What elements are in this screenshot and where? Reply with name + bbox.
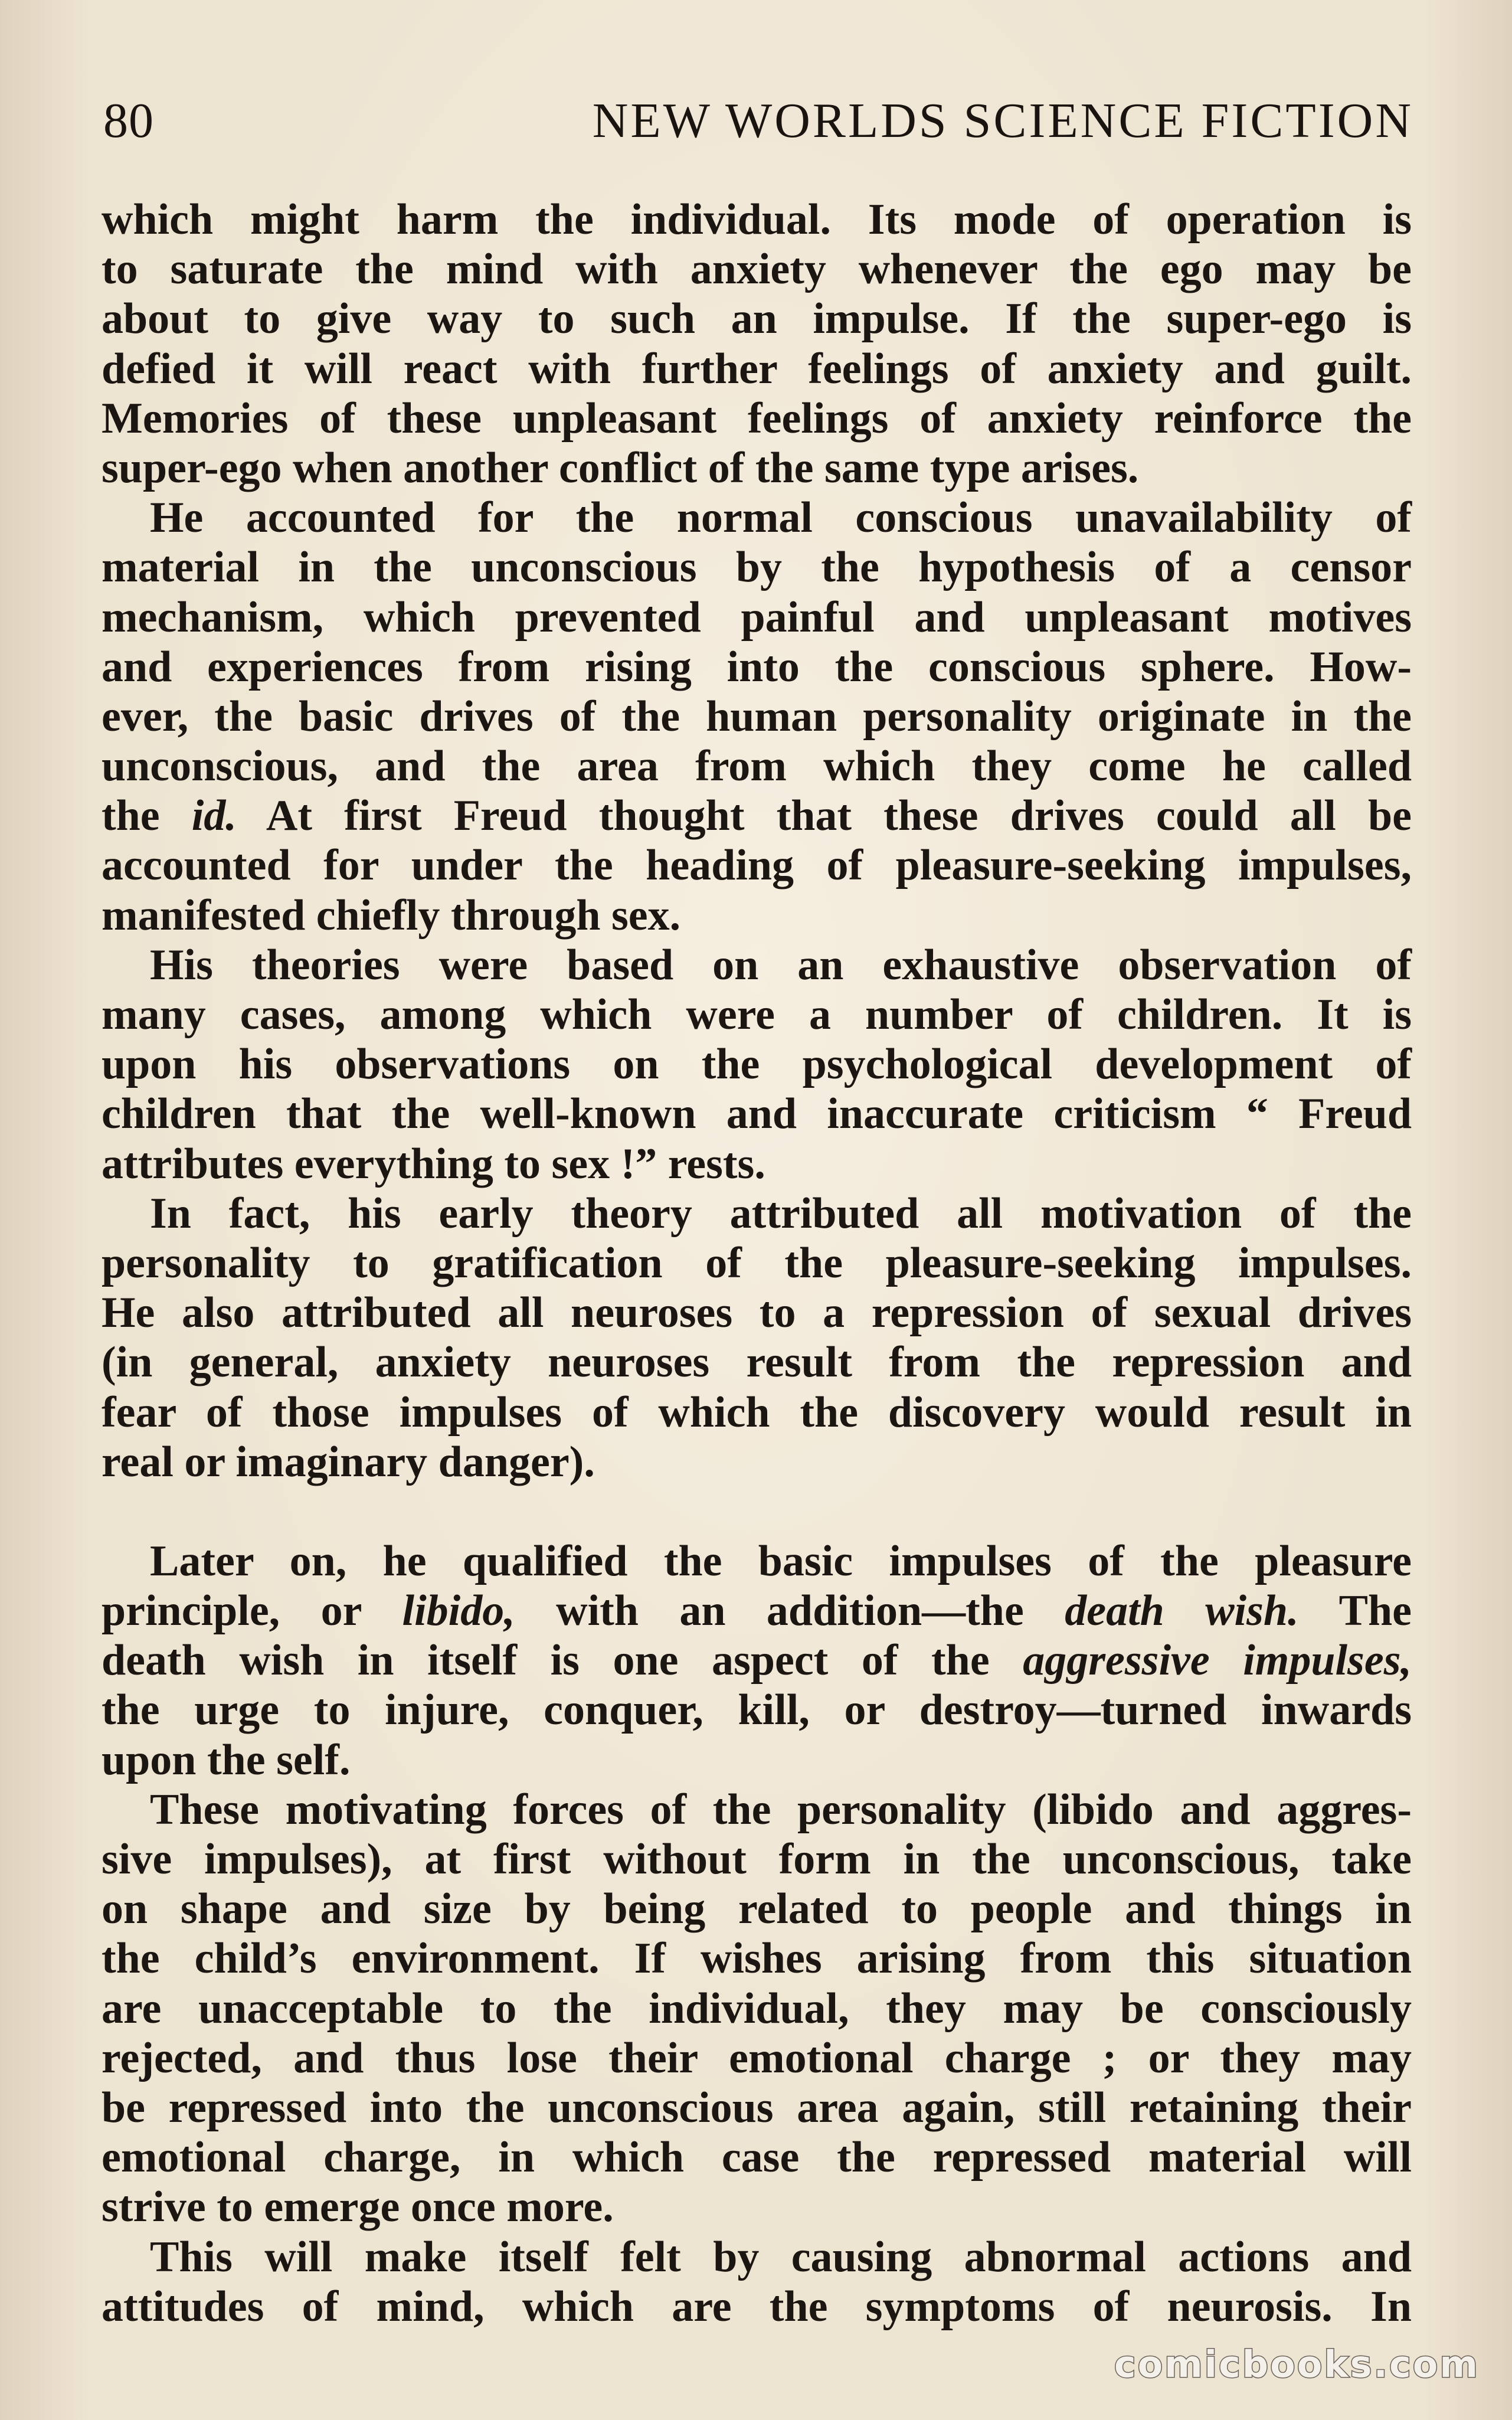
article-body bbox=[102, 195, 1412, 2331]
text-line: fear of those impulses of which the discovery would result in bbox=[102, 1388, 1412, 1437]
text-line: attributes everything to sex !” rests. bbox=[102, 1139, 765, 1188]
text-line: are unacceptable to the individual, they may be consciously bbox=[102, 1984, 1412, 2033]
text-line: These motivating forces of the personality (libido and aggres- bbox=[150, 1785, 1412, 1834]
text-line: defied it will react with further feelings of anxiety and guilt. bbox=[102, 344, 1412, 393]
text-line: He also attributed all neuroses to a repression of sexual drives bbox=[102, 1289, 1412, 1337]
text-line: unconscious, and the area from which they come he called bbox=[102, 742, 1412, 791]
italic-term: aggressive impulses, bbox=[1023, 1636, 1412, 1685]
text-run: The bbox=[1298, 1587, 1412, 1636]
text-line: (in general, anxiety neuroses result from the repression and bbox=[102, 1338, 1412, 1387]
running-head: NEW WORLDS SCIENCE FICTION bbox=[592, 93, 1413, 148]
page-header bbox=[103, 89, 1413, 153]
text-line: which might harm the individual. Its mode of operation is bbox=[102, 195, 1412, 244]
text-run: death wish in itself is one aspect of the bbox=[102, 1636, 1023, 1685]
text-line: super-ego when another conflict of the same type arises. bbox=[102, 443, 1139, 492]
text-line: rejected, and thus lose their emotional charge ; or they may bbox=[102, 2033, 1412, 2082]
text-line: to saturate the mind with anxiety whenever the ego may be bbox=[102, 245, 1412, 294]
text-line: be repressed into the unconscious area again, still retaining their bbox=[102, 2083, 1412, 2132]
text-line: ever, the basic drives of the human personality originate in the bbox=[102, 692, 1412, 741]
text-line: manifested chiefly through sex. bbox=[102, 891, 681, 940]
text-line: Later on, he qualified the basic impulses of the pleasure bbox=[150, 1536, 1412, 1585]
text-line: emotional charge, in which case the repressed material will bbox=[102, 2133, 1412, 2182]
text-line-with-italic bbox=[102, 1636, 1412, 1685]
text-line: mechanism, which prevented painful and unpleasant motives bbox=[102, 593, 1412, 642]
italic-term: libido, bbox=[402, 1587, 515, 1636]
text-line: many cases, among which were a number of children. It is bbox=[102, 990, 1412, 1039]
paragraph bbox=[102, 940, 1412, 1189]
text-line-with-italic bbox=[102, 791, 1412, 841]
paragraph bbox=[102, 1189, 1412, 1487]
text-line: sive impulses), at first without form in the unconscious, take bbox=[102, 1835, 1412, 1883]
text-line: material in the unconscious by the hypothesis of a censor bbox=[102, 543, 1412, 592]
paragraph bbox=[102, 2232, 1412, 2331]
text-line: upon his observations on the psychological development of bbox=[102, 1040, 1412, 1089]
text-line: personality to gratification of the pleasure-seeking impulses. bbox=[102, 1238, 1412, 1287]
text-line: about to give way to such an impulse. If the super-ego is bbox=[102, 295, 1412, 344]
text-line: the child’s environment. If wishes arising from this situation bbox=[102, 1934, 1412, 1983]
text-line: on shape and size by being related to people and things in bbox=[102, 1885, 1412, 1934]
page-number: 80 bbox=[103, 93, 154, 148]
text-run: with an addition—the bbox=[515, 1587, 1065, 1636]
text-line: Memories of these unpleasant feelings of anxiety reinforce the bbox=[102, 394, 1412, 443]
text-line: This will make itself felt by causing abnormal actions and bbox=[150, 2232, 1412, 2281]
text-line: His theories were based on an exhaustive observation of bbox=[150, 940, 1412, 989]
text-run: the bbox=[102, 792, 192, 841]
text-line: real or imaginary danger). bbox=[102, 1437, 595, 1486]
paragraph bbox=[102, 195, 1412, 493]
text-line: attitudes of mind, which are the symptoms of neurosis. In bbox=[102, 2282, 1412, 2331]
text-line: upon the self. bbox=[102, 1735, 351, 1784]
paragraph bbox=[102, 493, 1412, 940]
section-break bbox=[102, 1487, 1412, 1536]
italic-term: id. bbox=[191, 792, 237, 841]
text-line: and experiences from rising into the conscious sphere. How- bbox=[102, 642, 1412, 691]
text-run: principle, or bbox=[102, 1587, 402, 1636]
site-watermark: comicbooks.com bbox=[1114, 2343, 1480, 2386]
text-run: At first Freud thought that these drives could all be bbox=[236, 792, 1412, 841]
text-line: In fact, his early theory attributed all motivation of the bbox=[150, 1189, 1412, 1238]
text-line: the urge to injure, conquer, kill, or destroy—turned inwards bbox=[102, 1686, 1412, 1735]
text-line-with-italic bbox=[102, 1586, 1412, 1636]
text-line: strive to emerge once more. bbox=[102, 2183, 614, 2232]
paragraph bbox=[102, 1785, 1412, 2232]
paragraph bbox=[102, 1536, 1412, 1785]
text-line: He accounted for the normal conscious unavailability of bbox=[150, 493, 1412, 542]
text-line: children that the well-known and inaccurate criticism “ Freud bbox=[102, 1090, 1412, 1139]
text-line: accounted for under the heading of pleasure-seeking impulses, bbox=[102, 841, 1412, 890]
italic-term: death wish. bbox=[1065, 1587, 1299, 1636]
